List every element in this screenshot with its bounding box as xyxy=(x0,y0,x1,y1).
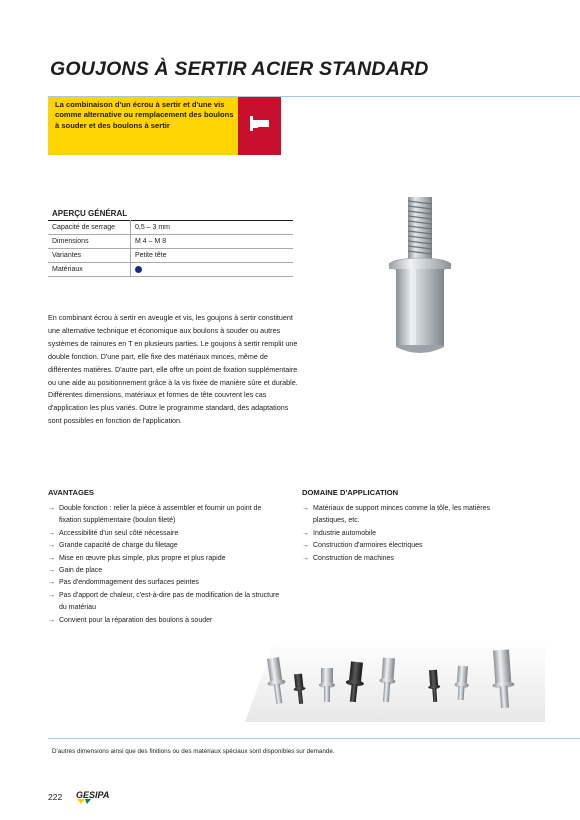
list-item: → Industrie automobile xyxy=(302,528,502,540)
rivet-stud-icon xyxy=(238,97,281,155)
overview-table xyxy=(48,220,293,277)
page-number: 222 xyxy=(48,792,63,802)
list-item: → Construction de machines xyxy=(302,553,502,565)
list-item: → Matériaux de support minces comme la tôle, les matières plastiques, etc. xyxy=(302,505,491,525)
arrow-right-icon: → xyxy=(48,591,55,599)
table-value: 0,5 – 3 mm xyxy=(131,221,294,235)
application-list xyxy=(302,503,502,565)
product-range-image xyxy=(245,640,545,722)
list-item: → Double fonction : relier la pièce à assembler et fournir un point de fixation supplémentaire (boulon fileté) xyxy=(48,505,262,525)
arrow-right-icon: → xyxy=(302,554,309,562)
page-title: GOUJONS À SERTIR ACIER STANDARD xyxy=(50,58,429,80)
table-row xyxy=(48,263,293,277)
list-item: → Accessibilité d'un seul côté nécessaire xyxy=(48,528,283,540)
table-key: Matériaux xyxy=(48,263,131,277)
description-text: En combinant écrou à sertir en aveugle et vis, les goujons à sertir constituent une alternative technique et économique aux boulons à souder ou autres systèmes de rainures en T en plusieurs parties. Le goujons à sertir remplit une double fonction. D'une part, elle fixe des matériaux minces, même de différentes matières. D'autre part, elle offre un point de fixation supplémentaire ou une aide au positionnement grâce à la vis fixée de manière sûre et durable. Différentes dimensions, matériaux et formes de tête couvrent les cas d'application les plus variés. Outre le programme standard, des adaptations sont possibles en fonction de l'application. xyxy=(48,313,298,426)
list-item: → Pas d'apport de chaleur, c'est-à-dire pas de modification de la structure du matériau xyxy=(48,591,280,612)
list-item: → Gain de place xyxy=(48,565,283,577)
table-row xyxy=(48,249,293,263)
gesipa-logo-icon xyxy=(75,789,121,805)
arrow-right-icon: → xyxy=(48,579,55,587)
arrow-right-icon: → xyxy=(48,616,55,624)
table-value xyxy=(131,263,294,277)
table-row xyxy=(48,221,293,235)
material-steel-dot xyxy=(135,266,142,273)
arrow-right-icon: → xyxy=(48,542,55,550)
list-item: → Convient pour la réparation des boulons à souder xyxy=(48,615,283,627)
svg-text:GESIPA: GESIPA xyxy=(76,790,110,800)
list-item: → Grande capacité de charge du filetage xyxy=(48,540,283,552)
arrow-right-icon: → xyxy=(302,529,309,537)
overview-title: APERÇU GÉNÉRAL xyxy=(52,209,128,218)
list-item: → Mise en œuvre plus simple, plus propre et plus rapide xyxy=(48,553,283,565)
table-row xyxy=(48,235,293,249)
advantages-list xyxy=(48,503,283,627)
rivet-stud-image xyxy=(380,195,460,363)
brand-logo xyxy=(75,789,121,810)
table-key: Variantes xyxy=(48,249,131,263)
table-key: Dimensions xyxy=(48,235,131,249)
banner-icon-box xyxy=(238,97,281,155)
list-item: → Pas d'endommagement des surfaces peintes xyxy=(48,577,283,589)
list-item: → Construction d'armoires électriques xyxy=(302,540,502,552)
arrow-right-icon: → xyxy=(48,529,55,537)
arrow-right-icon: → xyxy=(48,505,55,512)
table-key: Capacité de serrage xyxy=(48,221,131,235)
footer-note: D'autres dimensions ainsi que des finitions ou des matériaux spéciaux sont disponibles sur demande. xyxy=(52,748,335,755)
arrow-right-icon: → xyxy=(302,542,309,550)
arrow-right-icon: → xyxy=(48,554,55,562)
arrow-right-icon: → xyxy=(302,505,309,512)
table-value: M 4 – M 8 xyxy=(131,235,294,249)
advantages-title: AVANTAGES xyxy=(48,488,94,497)
table-value: Petite tête xyxy=(131,249,294,263)
arrow-right-icon: → xyxy=(48,567,55,575)
footer-rule xyxy=(48,738,580,739)
banner-text: La combinaison d'un écrou à sertir et d'une vis comme alternative ou remplacement des boulons à souder et des boulons à sertir xyxy=(55,100,234,130)
application-title: DOMAINE D'APPLICATION xyxy=(302,488,399,497)
